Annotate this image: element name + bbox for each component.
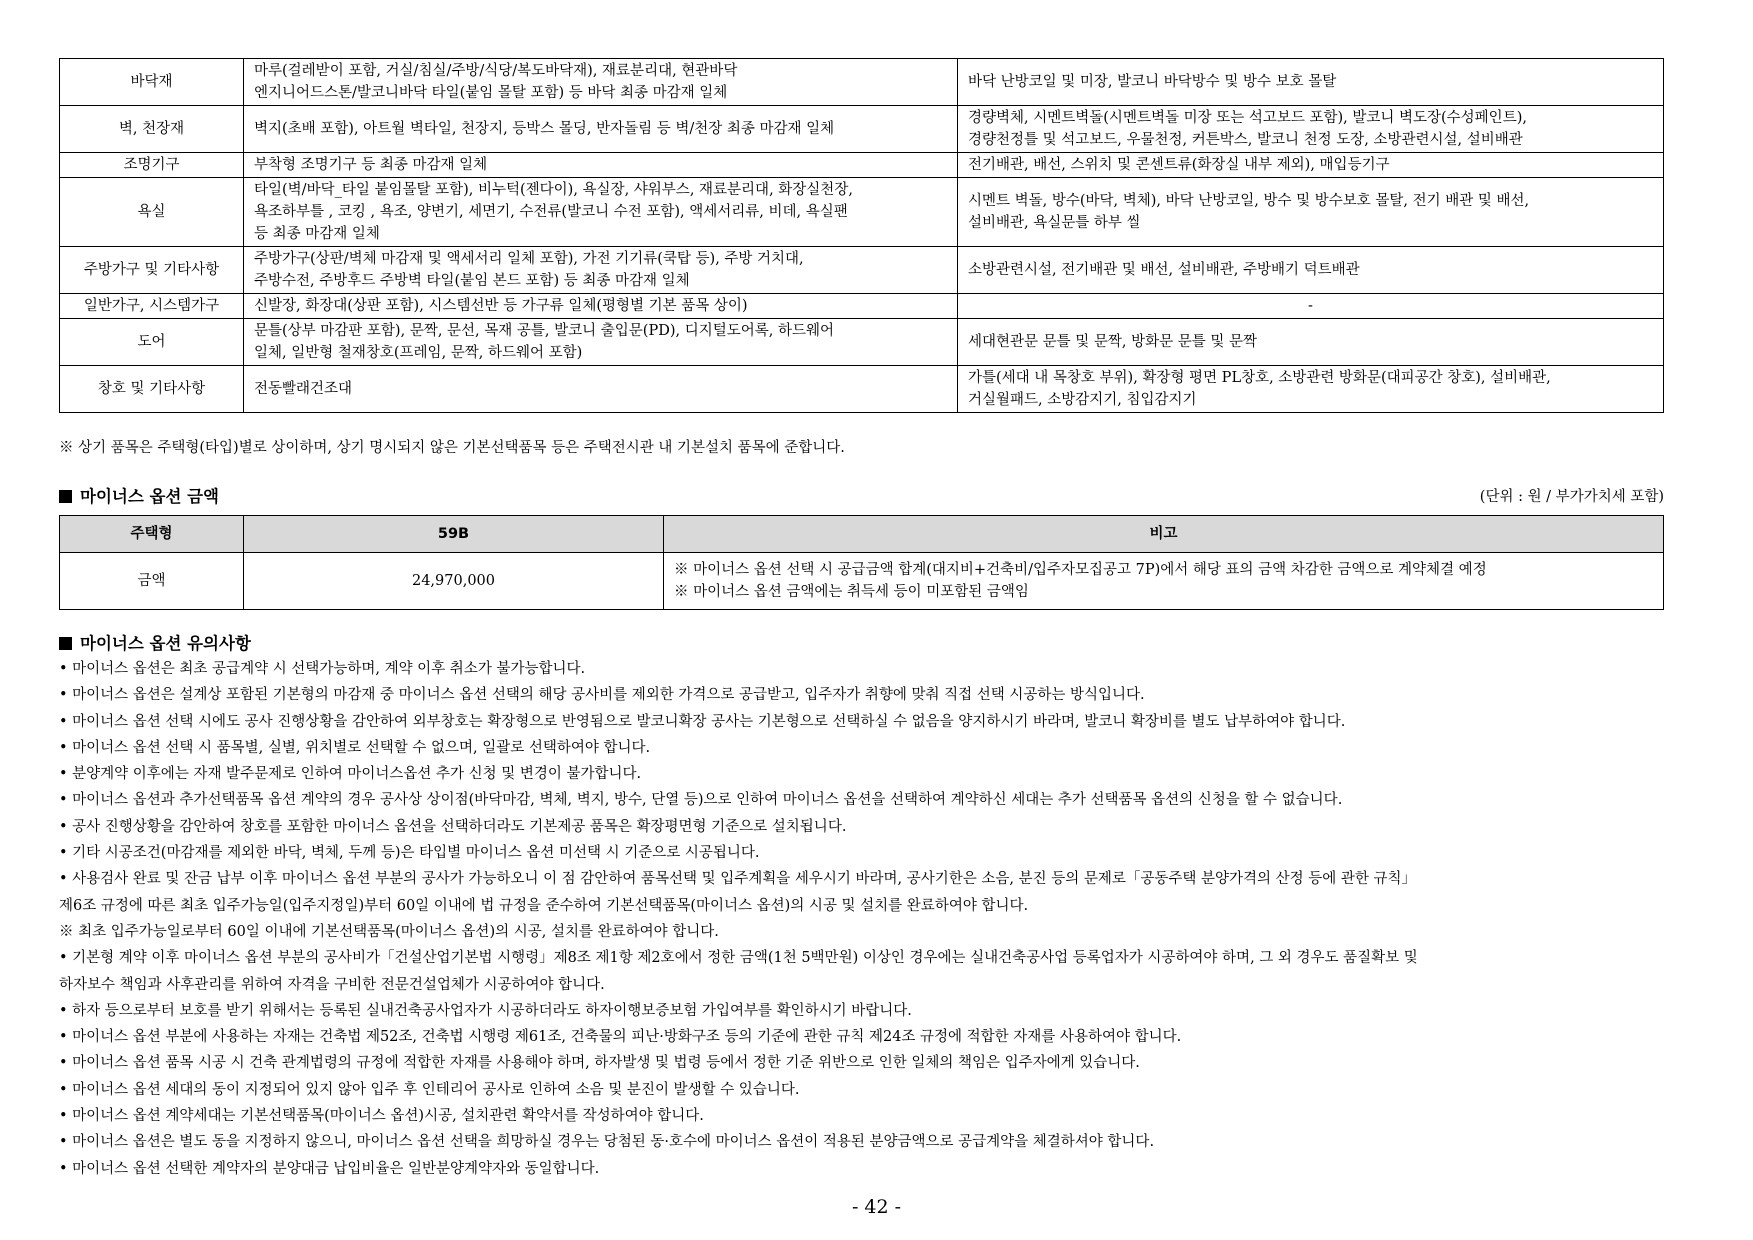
header-type: 주택형	[60, 516, 244, 553]
spec-line: 바닥 난방코일 및 미장, 발코니 바닥방수 및 방수 보호 몰탈	[968, 74, 1337, 90]
spec-excluded-items	[958, 294, 1664, 319]
spec-excluded-items	[958, 153, 1664, 178]
price-row	[60, 553, 1664, 610]
precaution-line: • 마이너스 옵션은 별도 동을 지정하지 않으니, 마이너스 옵션 선택을 희망하실 경우는 당첨된 동·호수에 마이너스 옵션이 적용된 분양금액으로 공급계약을 체결하셔야 합니다.	[59, 1134, 1155, 1151]
spec-line: 욕조하부틀 , 코킹 , 욕조, 양변기, 세면기, 수전류(발코니 수전 포함), 액세서리류, 비데, 욕실팬	[254, 204, 848, 220]
spec-line: 등 최종 마감재 일체	[254, 226, 380, 242]
spec-table	[59, 58, 1664, 413]
spec-category: 벽, 천장재	[60, 106, 244, 153]
spec-excluded-items	[958, 59, 1664, 106]
spec-line: 주방가구(상판/벽체 마감재 및 액세서리 일체 포함), 가전 기기류(쿡탑 등), 주방 거치대,	[254, 251, 804, 267]
precaution-line: • 기본형 계약 이후 마이너스 옵션 부분의 공사비가「건설산업기본법 시행령」제8조 제1항 제2호에서 정한 금액(1천 5백만원) 이상인 경우에는 실내건축공사업 등록업자가 시공하여야 하며, 그 외 경우도 품질확보 및	[59, 950, 1418, 967]
precaution-line: • 마이너스 옵션 세대의 동이 지정되어 있지 않아 입주 후 인테리어 공사로 인하여 소음 및 분진이 발생할 수 있습니다.	[59, 1081, 800, 1098]
spec-table-note: ※ 상기 품목은 주택형(타입)별로 상이하며, 상기 명시되지 않은 기본선택품목 등은 주택전시관 내 기본설치 품목에 준합니다.	[59, 440, 845, 456]
square-bullet-icon	[59, 637, 72, 650]
price-table-header	[60, 516, 1664, 553]
spec-category: 주방가구 및 기타사항	[60, 247, 244, 294]
spec-excluded-items	[958, 247, 1664, 294]
precaution-line: • 공사 진행상황을 감안하여 창호를 포함한 마이너스 옵션을 선택하더라도 기본제공 품목은 확장평면형 기준으로 설치됩니다.	[59, 818, 847, 835]
square-bullet-icon	[59, 490, 72, 503]
spec-line: 벽지(초배 포함), 아트월 벽타일, 천장지, 등박스 몰딩, 반자돌림 등 벽/천장 최종 마감재 일체	[254, 121, 835, 137]
precaution-line: • 사용검사 완료 및 잔금 납부 이후 마이너스 옵션 부분의 공사가 가능하오니 이 점 감안하여 품목선택 및 입주계획을 세우시기 바라며, 공사기한은 소음, 분진 등의 문제로「공동주택 분양가격의 산정 등에 관한 규칙」	[59, 871, 1417, 888]
spec-excluded-items	[958, 366, 1664, 413]
precaution-line: • 하자 등으로부터 보호를 받기 위해서는 등록된 실내건축공사업자가 시공하더라도 하자이행보증보험 가입여부를 확인하시기 바랍니다.	[59, 1002, 912, 1019]
spec-line: 경량천정틀 및 석고보드, 우물천정, 커튼박스, 발코니 천정 도장, 소방관련시설, 설비배관	[968, 132, 1523, 148]
precaution-line: 제6조 규정에 따른 최초 입주가능일(입주지정일)부터 60일 이내에 법 규정을 준수하여 기본선택품목(마이너스 옵션)의 시공 및 설치를 완료하여야 합니다.	[59, 897, 1029, 914]
precautions-heading	[59, 630, 251, 654]
spec-category: 바닥재	[60, 59, 244, 106]
spec-category: 조명기구	[60, 153, 244, 178]
spec-row	[60, 106, 1664, 153]
remark-line: ※ 마이너스 옵션 금액에는 취득세 등이 미포함된 금액임	[674, 584, 1029, 600]
spec-row	[60, 366, 1664, 413]
spec-line: 전기배관, 배선, 스위치 및 콘센트류(화장실 내부 제외), 매입등기구	[968, 157, 1390, 173]
price-table	[59, 515, 1664, 610]
minus-option-price-heading	[59, 483, 219, 507]
amount-value: 24,970,000	[244, 553, 664, 610]
spec-line: 세대현관문 문틀 및 문짝, 방화문 문틀 및 문짝	[968, 334, 1257, 350]
precaution-line: • 마이너스 옵션은 설계상 포함된 기본형의 마감재 중 마이너스 옵션 선택의 해당 공사비를 제외한 가격으로 공급받고, 입주자가 취향에 맞춰 직접 선택 시공하는 방식입니다.	[59, 687, 1145, 704]
spec-row	[60, 153, 1664, 178]
precaution-line: • 분양계약 이후에는 자재 발주문제로 인하여 마이너스옵션 추가 신청 및 변경이 불가합니다.	[59, 766, 642, 783]
page-number: - 42 -	[851, 1196, 902, 1218]
header-model: 59B	[244, 516, 664, 553]
spec-included-items	[244, 319, 958, 366]
spec-excluded-items	[958, 106, 1664, 153]
spec-category: 욕실	[60, 178, 244, 247]
remark-line: ※ 마이너스 옵션 선택 시 공급금액 합계(대지비+건축비/입주자모집공고 7P)에서 해당 표의 금액 차감한 금액으로 계약체결 예정	[674, 562, 1487, 578]
spec-excluded-items	[958, 178, 1664, 247]
precaution-line: • 마이너스 옵션 선택한 계약자의 분양대금 납입비율은 일반분양계약자와 동일합니다.	[59, 1160, 600, 1177]
spec-line: 신발장, 화장대(상판 포함), 시스템선반 등 가구류 일체(평형별 기본 품목 상이)	[254, 298, 748, 314]
spec-line: 엔지니어드스톤/발코니바닥 타일(붙임 몰탈 포함) 등 바닥 최종 마감재 일체	[254, 85, 728, 101]
spec-category: 도어	[60, 319, 244, 366]
spec-included-items	[244, 178, 958, 247]
spec-line: 부착형 조명기구 등 최종 마감재 일체	[254, 157, 488, 173]
remarks-cell	[664, 553, 1664, 610]
spec-line: 일체, 일반형 철재창호(프레임, 문짝, 하드웨어 포함)	[254, 345, 583, 361]
precaution-line: • 마이너스 옵션 선택 시 품목별, 실별, 위치별로 선택할 수 없으며, 일괄로 선택하여야 합니다.	[59, 739, 651, 756]
spec-included-items	[244, 294, 958, 319]
spec-row	[60, 59, 1664, 106]
precaution-line: • 마이너스 옵션은 최초 공급계약 시 선택가능하며, 계약 이후 취소가 불가능합니다.	[59, 661, 586, 677]
precaution-line: • 마이너스 옵션 계약세대는 기본선택품목(마이너스 옵션)시공, 설치관련 확약서를 작성하여야 합니다.	[59, 1108, 704, 1125]
spec-included-items	[244, 153, 958, 178]
spec-line: 설비배관, 욕실문틀 하부 씰	[968, 215, 1141, 231]
spec-line: 전동빨래건조대	[254, 381, 353, 397]
spec-row	[60, 247, 1664, 294]
precaution-line: • 마이너스 옵션 선택 시에도 공사 진행상황을 감안하여 외부창호는 확장형으로 반영됨으로 발코니확장 공사는 기본형으로 선택하실 수 없음을 양지하시기 바라며, 발코니 확장비를 별도 납부하여야 합니다.	[59, 713, 1346, 730]
spec-line: 시멘트 벽돌, 방수(바닥, 벽체), 바닥 난방코일, 방수 및 방수보호 몰탈, 전기 배관 및 배선,	[968, 193, 1530, 209]
spec-row	[60, 319, 1664, 366]
precautions-list	[59, 656, 1665, 1182]
spec-included-items	[244, 366, 958, 413]
precaution-line: ※ 최초 입주가능일로부터 60일 이내에 기본선택품목(마이너스 옵션)의 시공, 설치를 완료하여야 합니다.	[59, 923, 719, 940]
spec-row	[60, 294, 1664, 319]
precaution-line: • 마이너스 옵션 부분에 사용하는 자재는 건축법 제52조, 건축법 시행령 제61조, 건축물의 피난·방화구조 등의 기준에 관한 규칙 제24조 규정에 적합한 자재를 사용하여야 합니다.	[59, 1029, 1182, 1046]
spec-line: 마루(걸레받이 포함, 거실/침실/주방/식당/복도바닥재), 재료분리대, 현관바닥	[254, 63, 738, 79]
spec-included-items	[244, 106, 958, 153]
header-remarks: 비고	[664, 516, 1664, 553]
spec-category: 창호 및 기타사항	[60, 366, 244, 413]
spec-included-items	[244, 59, 958, 106]
spec-line: 가틀(세대 내 목창호 부위), 확장형 평면 PL창호, 소방관련 방화문(대피공간 창호), 설비배관,	[968, 370, 1551, 386]
spec-line: 소방관련시설, 전기배관 및 배선, 설비배관, 주방배기 덕트배관	[968, 262, 1360, 278]
precaution-line: • 기타 시공조건(마감재를 제외한 바닥, 벽체, 두께 등)은 타입별 마이너스 옵션 미선택 시 기준으로 시공됩니다.	[59, 845, 760, 862]
spec-row	[60, 178, 1664, 247]
heading-text: 마이너스 옵션 금액	[80, 487, 220, 506]
precaution-line: • 마이너스 옵션 품목 시공 시 건축 관계법령의 규정에 적합한 자재를 사용해야 하며, 하자발생 및 법령 등에서 정한 기준 위반으로 인한 일체의 책임은 입주자에게 있습니다.	[59, 1055, 1140, 1072]
row-label: 금액	[60, 553, 244, 610]
precaution-line: 하자보수 책임과 사후관리를 위하여 자격을 구비한 전문건설업체가 시공하여야 합니다.	[59, 976, 605, 993]
spec-line: 타일(벽/바닥_타일 붙임몰탈 포함), 비누턱(젠다이), 욕실장, 샤워부스, 재료분리대, 화장실천장,	[254, 182, 853, 198]
spec-line: 거실월패드, 소방감지기, 침입감지기	[968, 392, 1197, 408]
spec-category: 일반가구, 시스템가구	[60, 294, 244, 319]
spec-line: -	[1308, 298, 1313, 314]
spec-line: 문틀(상부 마감판 포함), 문짝, 문선, 목재 공틀, 발코니 출입문(PD), 디지털도어록, 하드웨어	[254, 323, 834, 339]
spec-line: 경량벽체, 시멘트벽돌(시멘트벽돌 미장 또는 석고보드 포함), 발코니 벽도장(수성페인트),	[968, 110, 1527, 126]
spec-line: 주방수전, 주방후드 주방벽 타일(붙임 본드 포함) 등 최종 마감재 일체	[254, 273, 690, 289]
precaution-line: • 마이너스 옵션과 추가선택품목 옵션 계약의 경우 공사상 상이점(바닥마감, 벽체, 벽지, 방수, 단열 등)으로 인하여 마이너스 옵션을 선택하여 계약하신 세대는 추가 선택품목 옵션의 신청을 할 수 없습니다.	[59, 792, 1343, 809]
spec-included-items	[244, 247, 958, 294]
spec-excluded-items	[958, 319, 1664, 366]
heading-text: 마이너스 옵션 유의사항	[80, 634, 251, 653]
unit-note: (단위 : 원 / 부가가치세 포함)	[1479, 489, 1664, 505]
